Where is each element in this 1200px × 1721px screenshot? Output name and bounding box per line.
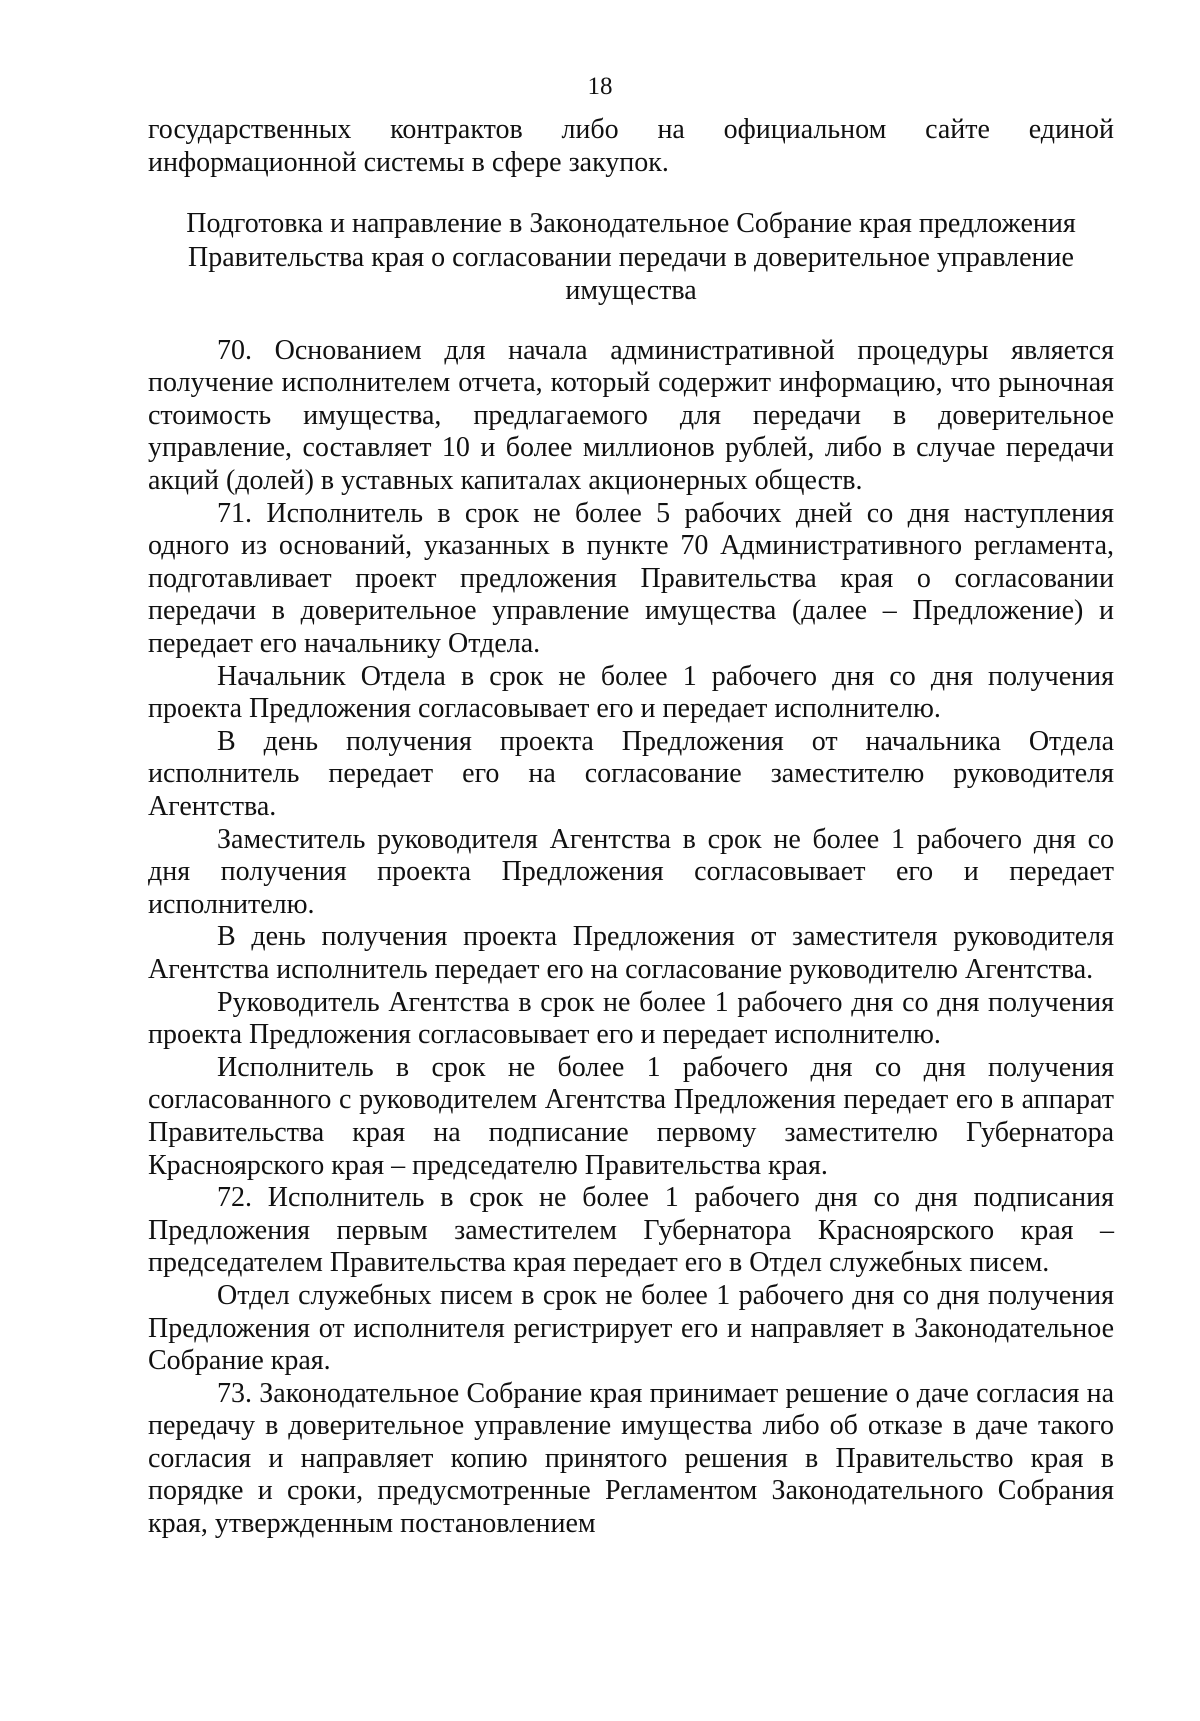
paragraph-70: 70. Основанием для начала административной процедуры является получение исполнителем отчета, который содержит информацию, что рыночная стоимость имущества, предлагаемого для передачи в доверительное управление, составляет 10 и более миллионов рублей, либо в случае передачи акций (долей) в уставных капиталах акционерных обществ. (148, 334, 1114, 497)
paragraph-71: 71. Исполнитель в срок не более 5 рабочих дней со дня наступления одного из оснований, указанных в пункте 70 Административного регламента, подготавливает проект предложения Правительства края о согласовании передачи в доверительное управление имущества (далее – Предложение) и передает его начальнику Отдела. (148, 497, 1114, 660)
document-body (148, 114, 1114, 1541)
paragraph-transfer-to-head: В день получения проекта Предложения от заместителя руководителя Агентства исполнитель передает его на согласование руководителю Агентства. (148, 921, 1114, 985)
paragraph-head-approval: Руководитель Агентства в срок не более 1 рабочего дня со дня получения проекта Предложения согласовывает его и передает исполнителю. (148, 986, 1114, 1051)
paragraph-transfer-to-deputy: В день получения проекта Предложения от начальника Отдела исполнитель передает его на согласование заместителю руководителя Агентства. (148, 725, 1114, 822)
paragraph-registration: Отдел служебных писем в срок не более 1 рабочего дня со дня получения Предложения от исполнителя регистрирует его и направляет в Законодательное Собрание края. (148, 1279, 1114, 1377)
page-number: 18 (587, 73, 613, 100)
paragraph-continuation: государственных контрактов либо на официальном сайте единой информационной системы в сфере закупок. (148, 114, 1114, 178)
paragraph-73: 73. Законодательное Собрание края принимает решение о даче согласия на передачу в доверительное управление имущества либо об отказе в даче такого согласия и направляет копию принятого решения в Правительство края в порядке и сроки, предусмотренные Регламентом Законодательного Собрания края, утвержденным постановлением (148, 1377, 1114, 1540)
paragraph-deputy-approval: Заместитель руководителя Агентства в срок не более 1 рабочего дня со дня получения проекта Предложения согласовывает его и передает исполнителю. (148, 823, 1114, 920)
paragraph-department-head: Начальник Отдела в срок не более 1 рабочего дня со дня получения проекта Предложения согласовывает его и передает исполнителю. (148, 660, 1114, 725)
paragraph-72: 72. Исполнитель в срок не более 1 рабочего дня со дня подписания Предложения первым заместителем Губернатора Красноярского края – председателем Правительства края передает его в Отдел служебных писем. (148, 1182, 1114, 1279)
section-heading: Подготовка и направление в Законодательное Собрание края предложения Правительства края о согласовании передачи в доверительное управление имущества (186, 208, 1076, 307)
paragraph-transfer-to-government: Исполнитель в срок не более 1 рабочего дня со дня получения согласованного с руководителем Агентства Предложения передает его в аппарат Правительства края на подписание первому заместителю Губернатора Красноярского края – председателю Правительства края. (148, 1051, 1114, 1181)
